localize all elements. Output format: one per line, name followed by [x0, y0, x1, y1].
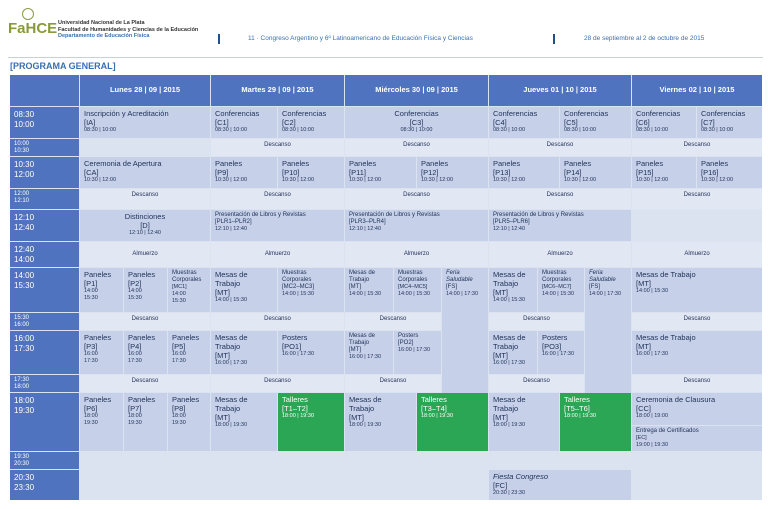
- event-cell: Mesas de Trabajo [MT] 16:00 | 17:30: [211, 331, 277, 374]
- time-slot: 15:30 16:00: [10, 313, 79, 330]
- event-cell: Posters [PO1] 16:00 | 17:30: [278, 331, 344, 374]
- event-cell: Conferencias [C3] 08:30 | 10:00: [345, 107, 488, 138]
- time-slot: 12:10 12:40: [10, 210, 79, 241]
- event-cell: Feria Saludable [FS] 14:00 | 17:30: [585, 268, 631, 451]
- faculty-name: Facultad de Humanidades y Ciencias de la Educación: [58, 26, 199, 33]
- time-slot: 10:30 12:00: [10, 157, 79, 188]
- break-cell: Descanso: [80, 189, 210, 209]
- event-cell: Fiesta Congreso [FC] 20:30 | 23:30: [489, 470, 631, 500]
- time-slot: 12:40 14:00: [10, 242, 79, 267]
- event-cell: Muestras Corporales [MC2–MC3] 14:00 | 15:30: [278, 268, 344, 312]
- event-cell: Paneles [P8] 18:00 19:30: [168, 393, 210, 451]
- workshop-cell: Talleres [T5–T6] 18:00 | 19:30: [560, 393, 631, 451]
- day-header: Viernes 02 | 10 | 2015: [632, 75, 762, 106]
- event-cell: Paneles [P14] 10:30 | 12:00: [560, 157, 631, 188]
- event-cell: Mesas de Trabajo [MT] 14:00 | 15:30: [211, 268, 277, 312]
- logo-emblem-icon: [22, 8, 34, 20]
- institution-block: [58, 20, 198, 40]
- time-slot: 16:00 17:30: [10, 331, 79, 374]
- university-name: Universidad Nacional de La Plata: [58, 20, 145, 26]
- event-cell: Posters [PO2] 16:00 | 17:30: [394, 331, 441, 374]
- event-cell: Mesas de Trabajo [MT] 16:00 | 17:30: [632, 331, 762, 374]
- lunch-cell: Almuerzo: [211, 242, 344, 267]
- workshop-cell: Talleres [T3–T4] 18:00 | 19:30: [417, 393, 488, 451]
- time-slot: 20:30 23:30: [10, 470, 79, 500]
- break-cell: Descanso: [211, 139, 344, 156]
- event-cell: Feria Saludable [FS] 14:00 | 17:30: [442, 268, 488, 451]
- workshop-cell: Talleres [T1–T2] 18:00 | 19:30: [278, 393, 344, 451]
- day-header: Martes 29 | 09 | 2015: [211, 75, 344, 106]
- break-cell: Descanso: [345, 189, 488, 209]
- break-cell: Descanso: [489, 189, 631, 209]
- event-cell: Mesas de Trabajo [MT] 18:00 | 19:30: [489, 393, 559, 451]
- event-cell: Entrega de Certificados [EC] 19:00 | 19:30: [632, 426, 762, 451]
- break-cell: Descanso: [632, 189, 762, 209]
- day-header: Jueves 01 | 10 | 2015: [489, 75, 631, 106]
- event-cell: Conferencias [C2] 08:30 | 10:00: [278, 107, 344, 138]
- event-cell: Conferencias [C7] 08:30 | 10:00: [697, 107, 762, 138]
- logo-text: FaHCE: [8, 20, 58, 37]
- event-cell: Paneles [P7] 18:00 19:30: [124, 393, 167, 451]
- event-cell: Ceremonia de Clausura [CC] 18:00 | 19:00: [632, 393, 762, 425]
- event-cell: Presentación de Libros y Revistas [PLR5–PLR6] 12:10 | 12:40: [489, 210, 631, 241]
- time-slot: 14:00 15:30: [10, 268, 79, 312]
- break-cell: Descanso: [80, 313, 210, 330]
- lunch-cell: Almuerzo: [489, 242, 631, 267]
- event-cell: Conferencias [C5] 08:30 | 10:00: [560, 107, 631, 138]
- event-cell: Ceremonia de Apertura [CA] 10:30 | 12:00: [80, 157, 210, 188]
- event-cell: Paneles [P16] 10:30 | 12:00: [697, 157, 762, 188]
- event-cell: Paneles [P9] 10:30 | 12:00: [211, 157, 277, 188]
- department-name: Departamento de Educación Física: [58, 33, 150, 39]
- event-cell: Mesas de Trabajo [MT] 18:00 | 19:30: [345, 393, 416, 451]
- break-cell: Descanso: [345, 375, 441, 392]
- event-cell: Muestras Corporales [MC4–MC5] 14:00 | 15:30: [394, 268, 441, 312]
- lunch-cell: Almuerzo: [345, 242, 488, 267]
- event-cell: Paneles [P3] 16:00 17:30: [80, 331, 123, 374]
- corner-cell: [10, 75, 79, 106]
- page-header: [0, 0, 768, 52]
- program-title: [PROGRAMA GENERAL]: [10, 61, 116, 71]
- event-cell: Presentación de Libros y Revistas [PLR1–PLR2] 12:10 | 12:40: [211, 210, 344, 241]
- event-cell: Conferencias [C6] 08:30 | 10:00: [632, 107, 696, 138]
- event-cell: Paneles [P1] 14:00 15:30: [80, 268, 123, 312]
- congress-title: 11 · Congreso Argentino y 6º Latinoamericano de Educación Física y Ciencias: [248, 35, 473, 42]
- event-cell: Paneles [P4] 16:00 17:30: [124, 331, 167, 374]
- break-cell: Descanso: [211, 375, 344, 392]
- break-cell: Descanso: [489, 375, 584, 392]
- lunch-cell: Almuerzo: [80, 242, 210, 267]
- event-cell: Conferencias [C1] 08:30 | 10:00: [211, 107, 277, 138]
- event-cell: Paneles [P5] 16:00 17:30: [168, 331, 210, 374]
- break-cell: Descanso: [489, 139, 631, 156]
- event-cell: Presentación de Libros y Revistas [PLR3–PLR4] 12:10 | 12:40: [345, 210, 488, 241]
- time-slot: 10:00 10:30: [10, 139, 79, 156]
- event-cell: Paneles [P2] 14:00 15:30: [124, 268, 167, 312]
- event-cell: Paneles [P6] 18:00 19:30: [80, 393, 123, 451]
- event-cell: Paneles [P12] 10:30 | 12:00: [417, 157, 488, 188]
- time-slot: 12:00 12:10: [10, 189, 79, 209]
- lunch-cell: Almuerzo: [632, 242, 762, 267]
- header-separator: [218, 34, 220, 44]
- break-cell: Descanso: [489, 313, 584, 330]
- event-cell: Paneles [P15] 10:30 | 12:00: [632, 157, 696, 188]
- event-cell: Inscripción y Acreditación [IA] 08:30 | 10:00: [80, 107, 210, 138]
- event-cell: Paneles [P10] 10:30 | 12:00: [278, 157, 344, 188]
- day-header: Miércoles 30 | 09 | 2015: [345, 75, 488, 106]
- break-cell: Descanso: [211, 189, 344, 209]
- event-cell: Muestras Corporales [MC1] 14:00 15:30: [168, 268, 210, 312]
- event-cell: Conferencias [C4] 08:30 | 10:00: [489, 107, 559, 138]
- time-slot: 19:30 20:30: [10, 452, 79, 469]
- event-cell: Distinciones [D] 12:10 | 12:40: [80, 210, 210, 241]
- time-slot: 17:30 18:00: [10, 375, 79, 392]
- schedule-grid: [10, 75, 762, 500]
- event-cell: Mesas de Trabajo [MT] 16:00 | 17:30: [489, 331, 537, 374]
- event-cell: Mesas de Trabajo [MT] 18:00 | 19:30: [211, 393, 277, 451]
- congress-dates: 28 de septiembre al 2 de octubre de 2015: [584, 35, 705, 42]
- event-cell: Mesas de Trabajo [MT] 16:00 | 17:30: [345, 331, 393, 374]
- event-cell: Paneles [P13] 10:30 | 12:00: [489, 157, 559, 188]
- break-cell: Descanso: [80, 375, 210, 392]
- event-cell: Mesas de Trabajo [MT] 14:00 | 15:30: [632, 268, 762, 312]
- event-cell: Paneles [P11] 10:30 | 12:00: [345, 157, 416, 188]
- event-cell: Mesas de Trabajo [MT] 14:00 | 15:30: [345, 268, 393, 312]
- break-cell: Descanso: [345, 139, 488, 156]
- break-cell: Descanso: [345, 313, 441, 330]
- time-slot: 18:00 19:30: [10, 393, 79, 451]
- break-cell: Descanso: [632, 139, 762, 156]
- divider: [8, 57, 763, 58]
- break-cell: Descanso: [632, 313, 762, 330]
- break-cell: Descanso: [632, 375, 762, 392]
- event-cell: Posters [PO3] 16:00 | 17:30: [538, 331, 584, 374]
- event-cell: Mesas de Trabajo [MT] 14:00 | 15:30: [489, 268, 537, 312]
- day-header: Lunes 28 | 09 | 2015: [80, 75, 210, 106]
- event-cell: Muestras Corporales [MC6–MC7] 14:00 | 15:30: [538, 268, 584, 312]
- break-cell: Descanso: [211, 313, 344, 330]
- header-separator: [553, 34, 555, 44]
- time-slot: 08:30 10:00: [10, 107, 79, 138]
